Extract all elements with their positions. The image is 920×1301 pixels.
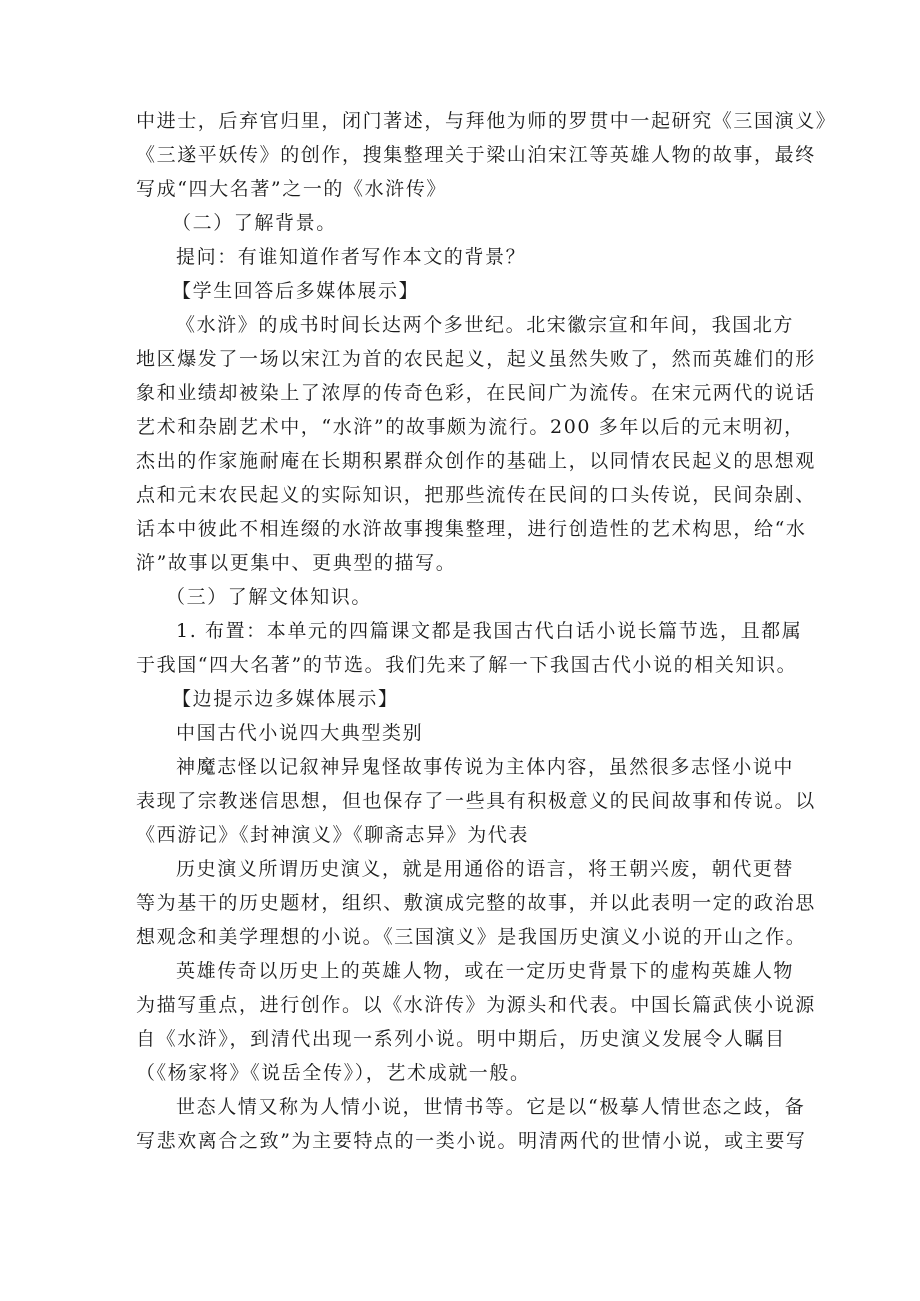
text-line: 中进士，后弃官归里，闭门著述，与拜他为师的罗贯中一起研究《三国演义》 <box>136 110 837 132</box>
text-line: 《西游记》《封神演义》《聊斋志异》为代表 <box>136 824 530 846</box>
text-line: 浒”故事以更集中、更典型的描写。 <box>136 552 457 574</box>
text-line: 表现了宗教迷信思想，但也保存了一些具有积极意义的民间故事和传说。以 <box>136 790 816 812</box>
text-line: 等为基干的历史题材，组织、敷演成完整的故事，并以此表明一定的政治思 <box>136 892 816 914</box>
document-page <box>0 104 920 1158</box>
text-line: 中国古代小说四大典型类别 <box>176 722 424 744</box>
media-note: 【边提示边多媒体展示】 <box>172 688 399 710</box>
text-line: 想观念和美学理想的小说。《三国演义》是我国历史演义小说的开山之作。 <box>136 926 807 948</box>
text-line: （《杨家将》《说岳全传》），艺术成就一般。 <box>136 1062 531 1084</box>
text-line: 英雄传奇以历史上的英雄人物，或在一定历史背景下的虚构英雄人物 <box>176 960 795 982</box>
text-line: 自《水浒》，到清代出现一系列小说。明中期后，历史演义发展令人瞩目 <box>136 1028 786 1050</box>
text-line: 世态人情又称为人情小说，世情书等。它是以“极摹人情世态之歧，备 <box>176 1096 806 1118</box>
text-line: 1. 布置：本单元的四篇课文都是我国古代白话小说长篇节选，且都属 <box>176 620 803 642</box>
text-line: 艺术和杂剧艺术中，“水浒”的故事颇为流行。200 多年以后的元末明初， <box>136 416 805 438</box>
text-line: 提问：有谁知道作者写作本文的背景？ <box>176 246 527 268</box>
text-line: 写悲欢离合之致”为主要特点的一类小说。明清两代的世情小说，或主要写 <box>136 1130 807 1152</box>
media-note: 【学生回答后多媒体展示】 <box>172 280 420 302</box>
text-line: 为描写重点，进行创作。以《水浒传》为源头和代表。中国长篇武侠小说源 <box>136 994 816 1016</box>
text-line: 地区爆发了一场以宋江为首的农民起义，起义虽然失败了，然而英雄们的形 <box>136 348 816 370</box>
text-line: 杰出的作家施耐庵在长期积累群众创作的基础上，以同情农民起义的思想观 <box>136 450 816 472</box>
text-line: 象和业绩却被染上了浓厚的传奇色彩，在民间广为流传。在宋元两代的说话 <box>136 382 816 404</box>
text-line: 话本中彼此不相连缀的水浒故事搜集整理，进行创造性的艺术构思，给“水 <box>136 518 807 540</box>
text-line: 点和元末农民起义的实际知识，把那些流传在民间的口头传说，民间杂剧、 <box>136 484 816 506</box>
text-line: 神魔志怪以记叙神异鬼怪故事传说为主体内容，虽然很多志怪小说中 <box>176 756 795 778</box>
section-heading: （三）了解文体知识。 <box>166 586 373 608</box>
text-line: 历史演义所谓历史演义，就是用通俗的语言，将王朝兴废，朝代更替 <box>176 858 795 880</box>
text-line: 写成“四大名著”之一的《水浒传》 <box>136 178 448 200</box>
text-line: 《三遂平妖传》的创作，搜集整理关于梁山泊宋江等英雄人物的故事，最终 <box>136 144 816 166</box>
text-line: 《水浒》的成书时间长达两个多世纪。北宋徽宗宣和年间，我国北方 <box>176 314 795 336</box>
text-line: 于我国“四大名著”的节选。我们先来了解一下我国古代小说的相关知识。 <box>136 654 798 676</box>
section-heading: （二）了解背景。 <box>172 212 337 234</box>
